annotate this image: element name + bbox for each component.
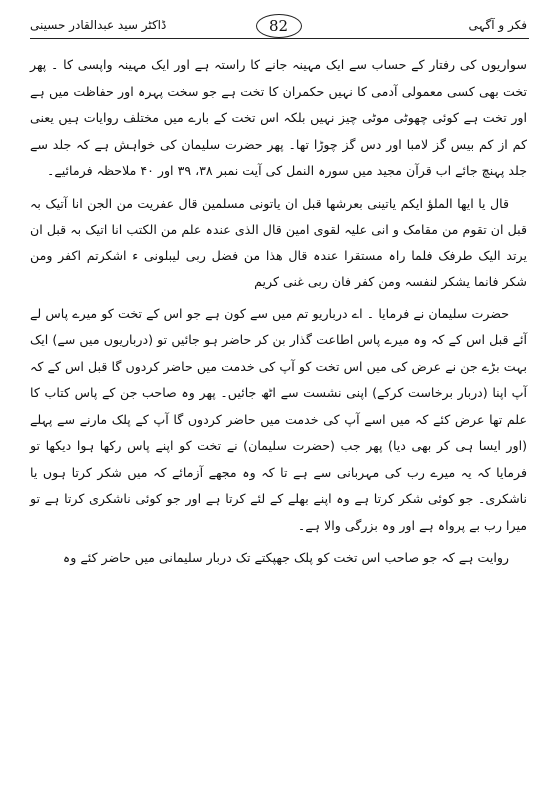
paragraph-1: سواریوں کی رفتار کے حساب سے ایک مہینہ جانے کا راستہ ہے اور ایک مہینہ واپسی کا ۔ پھر تخت بھی کسی معمولی آدمی کا نہیں حکمران کا تخت ہے جو سخت پہرہ اور حفاظت میں ہے اور تخت ہے کوئی چھوٹی موٹی چیز نہیں بلکہ اس تخت کے بارے میں مختلف روایات ہیں یعنی کم از کم بیس گز لامبا اور دس گز چوڑا تھا۔ پھر حضرت سلیمان کی خواہش ہے کہ جلد سے جلد پہنچ جائے اب قرآن مجید میں سورہ النمل کی آیت نمبر ۳۸، ۳۹ اور ۴۰ ملاحظہ فرمائیے۔ bbox=[30, 57, 527, 178]
paragraph-3: روایت ہے کہ جو صاحب اس تخت کو پلک جھپکتے تک دربار سلیمانی میں حاضر کئے وہ bbox=[62, 550, 509, 565]
running-title: فکر و آگہی bbox=[468, 18, 527, 32]
author-name: ڈاکٹر سید عبدالقادر حسینی bbox=[30, 18, 167, 32]
page-body bbox=[30, 52, 527, 578]
page-header bbox=[30, 12, 527, 48]
arabic-verse: قال یا ایھا الملؤ ایکم یاتینی بعرشھا قبل ان یاتونی مسلمین قال عفریت من الجن انا آتیک بہ قبل ان تقوم من مقامک و انی علیہ لقوی امین قال الذی عندہ علم من الکتب انا اتیک بہ قبل ان یرتد الیک طرفک فلما راہ مستقرا عندہ قال ھذا من فضل ربی لیبلونی ء اشکرتم اکفر ومن شکر فانما یشکر لنفسہ ومن کفر فان ربی غنی کریم bbox=[30, 195, 527, 289]
paragraph-2: حضرت سلیمان نے فرمایا ۔ اے درباریو تم میں سے کون ہے جو اس کے تخت کو میرے پاس لے آئے قبل اس کے کہ وہ میرے پاس اطاعت گذار بن کر حاضر ہو جائیں تو (درباریوں میں سے) ایک بہت بڑے جن نے عرض کی میں اس تخت کو آپ کی خدمت میں حاضر کردوں گا قبل اس کے کہ آپ اپنا (دربار برخاست کرکے) اپنی نشست سے اٹھ جائیں۔ پھر وہ صاحب جن کے پاس کتاب کا علم تھا عرض کئے کہ میں اسے آپ کی خدمت میں حاضر کردوں گا آپ کے پلک مارنے سے پہلے (اور ایسا ہی کر بھی دیا) پھر جب (حضرت سلیمان) نے تخت کو اپنے پاس رکھا ہوا دیکھا تو فرمایا کہ یہ میرے رب کی مہربانی سے ہے تا کہ وہ مجھے آزمائے کہ میں شکر کرتا ہوں یا ناشکری۔ جو کوئی شکر کرتا ہے وہ اپنے بھلے کے لئے کرتا ہے اور جو کوئی ناشکری کرتا ہے تو میرا رب بے پرواہ ہے اور وہ بزرگی والا ہے۔ bbox=[30, 305, 527, 533]
header-rule bbox=[30, 38, 529, 39]
page-number: 82 bbox=[256, 14, 302, 38]
